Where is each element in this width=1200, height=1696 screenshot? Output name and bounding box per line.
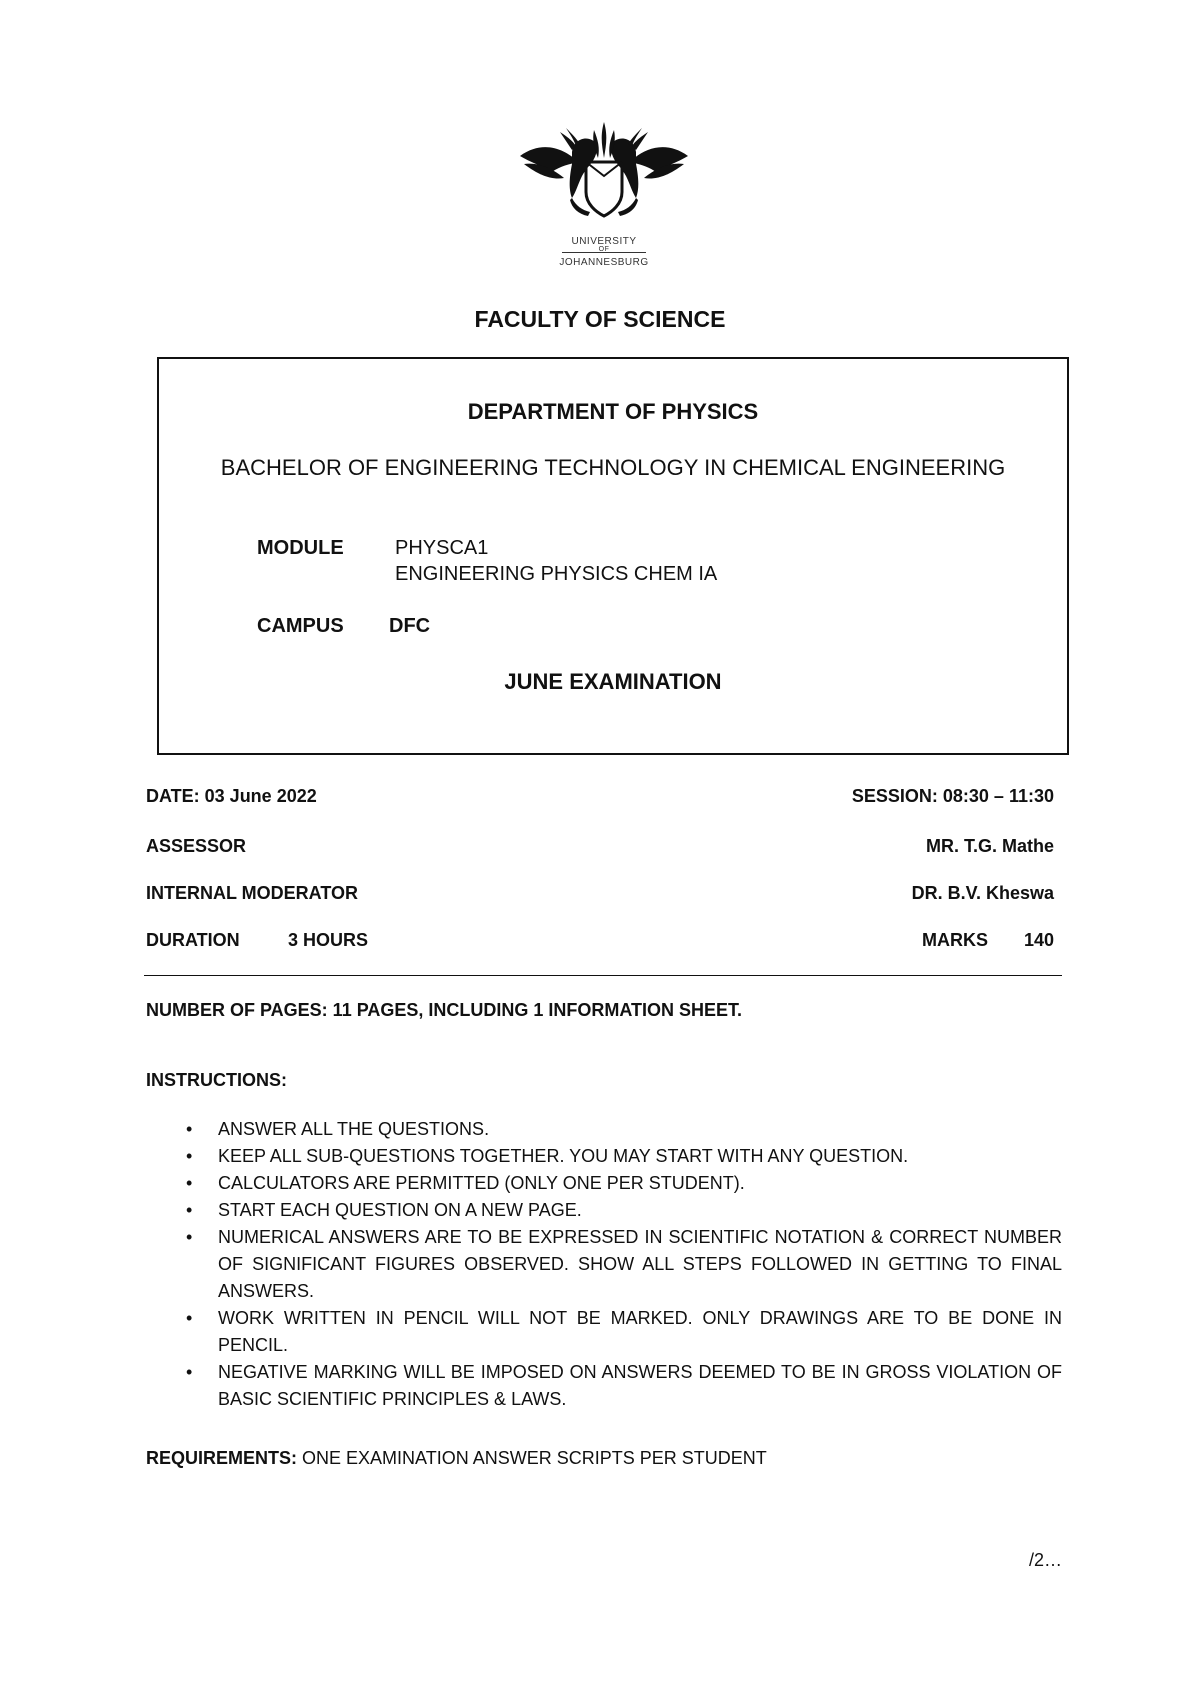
section-divider (144, 975, 1062, 976)
instruction-text: NEGATIVE MARKING WILL BE IMPOSED ON ANSWERS DEEMED TO BE IN GROSS VIOLATION OF BASIC SCIENTIFIC PRINCIPLES & LAWS. (218, 1362, 1062, 1409)
exam-date: DATE: 03 June 2022 (146, 786, 317, 806)
requirements-value: ONE EXAMINATION ANSWER SCRIPTS PER STUDENT (297, 1448, 767, 1468)
instructions-title: INSTRUCTIONS: (146, 1070, 287, 1090)
university-crest-icon (512, 118, 696, 228)
module-label: MODULE (257, 537, 344, 559)
bullet-icon: • (186, 1119, 193, 1139)
programme-title: BACHELOR OF ENGINEERING TECHNOLOGY IN CHEMICAL ENGINEERING (220, 455, 1006, 480)
instruction-item (146, 1224, 1062, 1305)
university-logo (512, 118, 696, 274)
instructions-list (146, 1116, 1062, 1413)
logo-text-of: OF (598, 246, 610, 253)
moderator-value: DR. B.V. Kheswa (911, 883, 1054, 903)
instruction-item (146, 1305, 1062, 1359)
duration-value: 3 HOURS (288, 930, 369, 950)
module-code: PHYSCA1 (395, 537, 489, 559)
bullet-icon: • (186, 1146, 193, 1166)
instruction-item (146, 1116, 1062, 1143)
exam-title: JUNE EXAMINATION (504, 669, 722, 694)
logo-text-university: UNIVERSITY (571, 236, 637, 247)
bullet-icon: • (186, 1308, 193, 1328)
duration-label: DURATION (146, 930, 240, 950)
campus-value: DFC (389, 615, 431, 637)
requirements-label: REQUIREMENTS: (146, 1448, 298, 1468)
faculty-title: FACULTY OF SCIENCE (474, 306, 726, 332)
requirements (146, 1448, 767, 1469)
bullet-icon: • (186, 1173, 193, 1193)
number-of-pages: NUMBER OF PAGES: 11 PAGES, INCLUDING 1 INFORMATION SHEET. (146, 1000, 743, 1020)
assessor-label: ASSESSOR (146, 836, 247, 856)
instruction-text: START EACH QUESTION ON A NEW PAGE. (218, 1200, 582, 1220)
assessor-value: MR. T.G. Mathe (925, 836, 1054, 856)
campus-label: CAMPUS (257, 615, 344, 637)
bullet-icon: • (186, 1227, 193, 1247)
instruction-text: KEEP ALL SUB-QUESTIONS TOGETHER. YOU MAY START WITH ANY QUESTION. (218, 1146, 909, 1166)
marks-label: MARKS (922, 930, 988, 950)
instruction-item (146, 1170, 1062, 1197)
instruction-text: NUMERICAL ANSWERS ARE TO BE EXPRESSED IN SCIENTIFIC NOTATION & CORRECT NUMBER OF SIGNIFICANT FIGURES OBSERVED. SHOW ALL STEPS FOLLOWED IN GETTING TO FINAL ANSWERS. (218, 1227, 1062, 1301)
instruction-text: CALCULATORS ARE PERMITTED (ONLY ONE PER STUDENT). (218, 1173, 745, 1193)
instruction-text: ANSWER ALL THE QUESTIONS. (218, 1119, 490, 1139)
instruction-text: WORK WRITTEN IN PENCIL WILL NOT BE MARKED. ONLY DRAWINGS ARE TO BE DONE IN PENCIL. (218, 1308, 1062, 1355)
exam-session: SESSION: 08:30 – 11:30 (851, 786, 1054, 806)
instruction-item (146, 1197, 1062, 1224)
bullet-icon: • (186, 1200, 193, 1220)
page-continuation: /2… (1028, 1550, 1062, 1570)
marks-value: 140 (1023, 930, 1054, 950)
logo-text-johannesburg: JOHANNESBURG (559, 257, 649, 268)
module-name: ENGINEERING PHYSICS CHEM IA (395, 563, 718, 585)
bullet-icon: • (186, 1362, 193, 1382)
moderator-label: INTERNAL MODERATOR (146, 883, 359, 903)
instruction-item (146, 1359, 1062, 1413)
exam-header-box (157, 357, 1069, 755)
instruction-item (146, 1143, 1062, 1170)
department-title: DEPARTMENT OF PHYSICS (467, 399, 759, 424)
